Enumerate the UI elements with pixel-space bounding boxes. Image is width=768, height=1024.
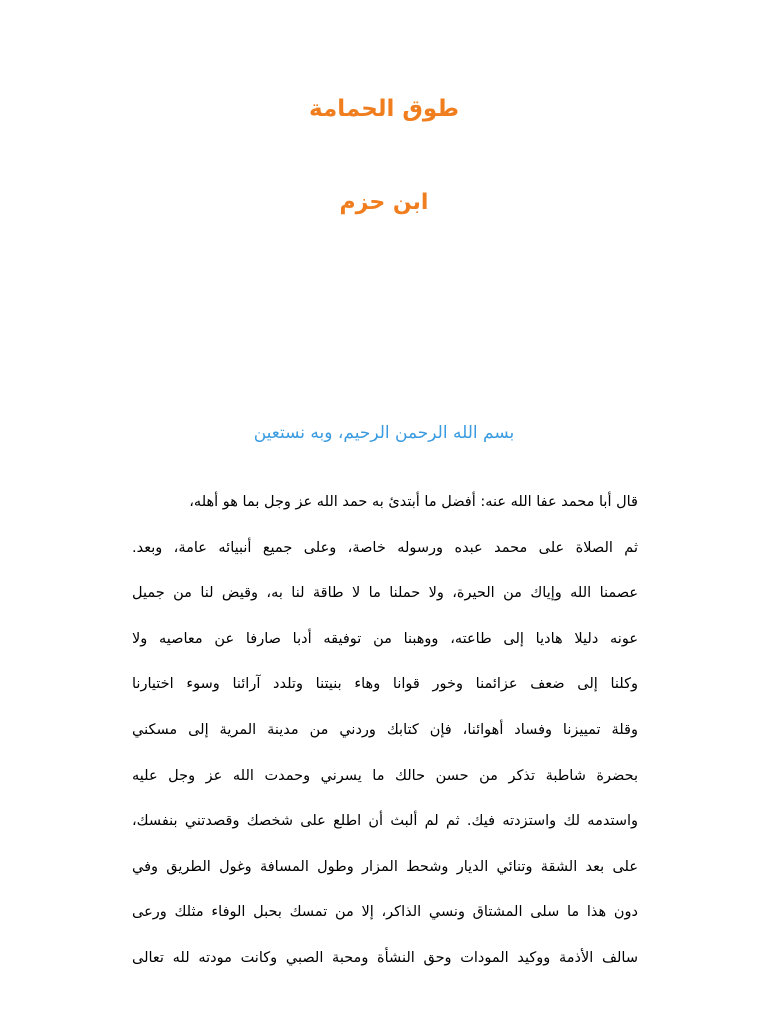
body-line: واستدمه لك واستزدته فيك. ثم لم ألبث أن اطلع على شخصك وقصدتني بنفسك، xyxy=(132,813,638,830)
body-line: وكلنا إلى ضعف عزائمنا وخور قوانا وهاء بنيتنا وتلدد آرائنا وسوء اختيارنا xyxy=(132,676,638,693)
body-line: على بعد الشقة وتنائي الديار وشحط المزار وطول المسافة وغول الطريق وفي xyxy=(132,858,638,875)
body-line: ثم الصلاة على محمد عبده ورسوله خاصة، وعلى جميع أنبيائه عامة، وبعد. xyxy=(132,539,638,556)
basmala-heading: بسم الله الرحمن الرحيم، وبه نستعين xyxy=(253,423,515,443)
body-line: بحضرة شاطبة تذكر من حسن حالك ما يسرني وحمدت الله عز وجل عليه xyxy=(132,767,638,784)
body-line: دون هذا ما سلى المشتاق ونسي الذاكر، إلا من تمسك بحبل الوفاء مثلك ورعى xyxy=(132,904,638,921)
body-line: قال أبا محمد عفا الله عنه: أفضل ما أبتدئ به حمد الله عز وجل بما هو أهله، xyxy=(189,494,638,510)
body-line: عونه دليلا هاديا إلى طاعته، ووهبنا من توفيقه أدبا صارفا عن معاصيه ولا xyxy=(132,630,638,647)
body-line: وقلة تمييزنا وفساد أهوائنا، فإن كتابك وردني من مدينة المرية إلى مسكني xyxy=(132,721,638,738)
document-title: طوق الحمامة xyxy=(309,96,459,122)
author-name: ابن حزم xyxy=(339,190,429,215)
body-line: عصمنا الله وإياك من الحيرة، ولا حملنا ما لا طاقة لنا به، وقيض لنا من جميل xyxy=(132,585,638,602)
body-line: سالف الأذمة ووكيد المودات وحق النشأة ومحبة الصبي وكانت مودته لله تعالى xyxy=(132,949,638,966)
body-text xyxy=(132,480,638,982)
